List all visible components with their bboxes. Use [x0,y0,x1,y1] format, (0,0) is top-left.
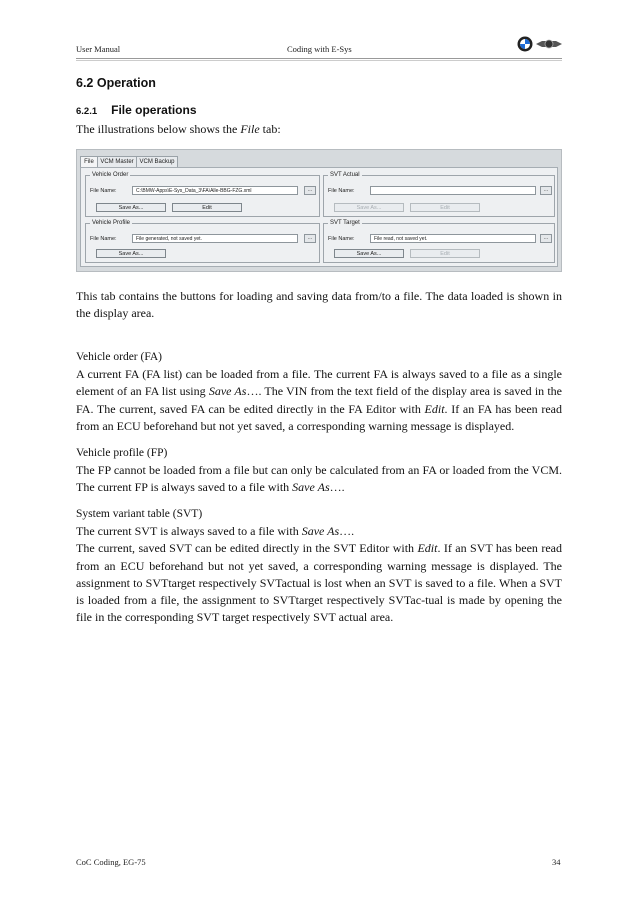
svt-target-browse-button[interactable]: ... [540,234,552,243]
svt-target-label: SVT Target [330,220,360,226]
svt-actual-file-field[interactable] [370,186,536,195]
subsection-title: File operations [111,103,197,117]
svt-actual-edit-button[interactable]: Edit [410,203,480,212]
header-title: User Manual [76,44,121,54]
vehicle-order-title: Vehicle order (FA) [76,351,163,363]
intro-text: The illustrations below shows the File tab: [76,122,281,136]
svt-actual-file-label: File Name: [328,188,355,194]
page-number: 34 [552,857,561,867]
svt-section: System variant table (SVT) The current SVT is always saved to a file with Save As…. The current, saved SVT can be edited directly in the SVT Editor with Edit. If an SVT has been read from an ECU beforehand but not yet saved, a corresponding warning message is displayed. The assignment to SVTtarget respectively SVTactual is lost when an SVT is saved to a file. When a SVT is loaded from a file, the assignment to SVTtarget respectively SVTac-tual is made by opening the file in the corresponding SVT target respectively SVT actual area. [76,508,562,625]
vehicle-profile-label: Vehicle Profile [92,220,131,226]
vehicle-order-save-as-button[interactable]: Save As... [96,203,166,212]
vehicle-order-section: Vehicle order (FA) A current FA (FA list) can be loaded from a file. The current FA is always saved to a file as a single element of an FA list using Save As…. The VIN from the text field of the display area is saved in the FA. The current, saved FA can be edited directly in the FA Editor with Edit. If an FA has been read from an ECU beforehand but not yet saved, a corresponding warning message is displayed. [76,351,563,433]
vehicle-profile-section: Vehicle profile (FP) The FP cannot be loaded from a file but can only be calculated from an FA or loaded from the VCM. The current FP is always saved to a file with Save As…. [76,447,562,495]
tab-vcm-backup[interactable]: VCM Backup [136,156,178,167]
svt-target-file-label: File Name: [328,236,355,242]
svt-actual-label: SVT Actual [330,172,360,178]
vehicle-profile-browse-button[interactable]: ... [304,234,316,243]
file-tab-screenshot [76,149,562,272]
vehicle-profile-file-label: File Name: [90,236,117,242]
svt-actual-browse-button[interactable]: ... [540,186,552,195]
subsection-number: 6.2.1 [76,106,98,117]
file-tab-body [80,167,558,267]
bmw-logo-icon [518,37,533,52]
svt-target-save-as-button[interactable]: Save As... [334,249,404,258]
vehicle-order-edit-button[interactable]: Edit [172,203,242,212]
header-subject: Coding with E-Sys [287,44,352,54]
svt-actual-group [323,172,555,217]
vehicle-profile-group [85,220,320,263]
vehicle-order-browse-button[interactable]: ... [304,186,316,195]
tab-vcm-master[interactable]: VCM Master [97,156,137,167]
tab-file[interactable]: File [80,156,98,168]
vehicle-order-group [85,172,320,217]
header-divider [76,58,562,61]
vehicle-order-label: Vehicle Order [92,172,129,178]
footer-label: CoC Coding, EG-75 [76,857,146,867]
vehicle-order-file-field[interactable]: C:\BMW-Apps\E-Sys_Data_3\FA\Alle-BBG-FZG.xml [132,186,298,195]
svt-actual-save-as-button[interactable]: Save As... [334,203,404,212]
svt-target-group [323,220,555,263]
svt-target-edit-button[interactable]: Edit [410,249,480,258]
vehicle-profile-file-field[interactable]: File generated, not saved yet. [132,234,298,243]
tab-description: This tab contains the buttons for loading and saving data from/to a file. The data loaded is shown in the display area. [76,289,562,321]
subsection-heading [76,103,197,117]
brand-logos [517,36,562,52]
section-heading: 6.2 Operation [76,76,156,90]
vehicle-order-file-label: File Name: [90,188,117,194]
vehicle-profile-save-as-button[interactable]: Save As... [96,249,166,258]
svt-target-file-field[interactable]: File read, not saved yet. [370,234,536,243]
vehicle-profile-title: Vehicle profile (FP) [76,447,168,459]
svt-title: System variant table (SVT) [76,508,203,520]
mini-logo-icon [536,40,562,48]
